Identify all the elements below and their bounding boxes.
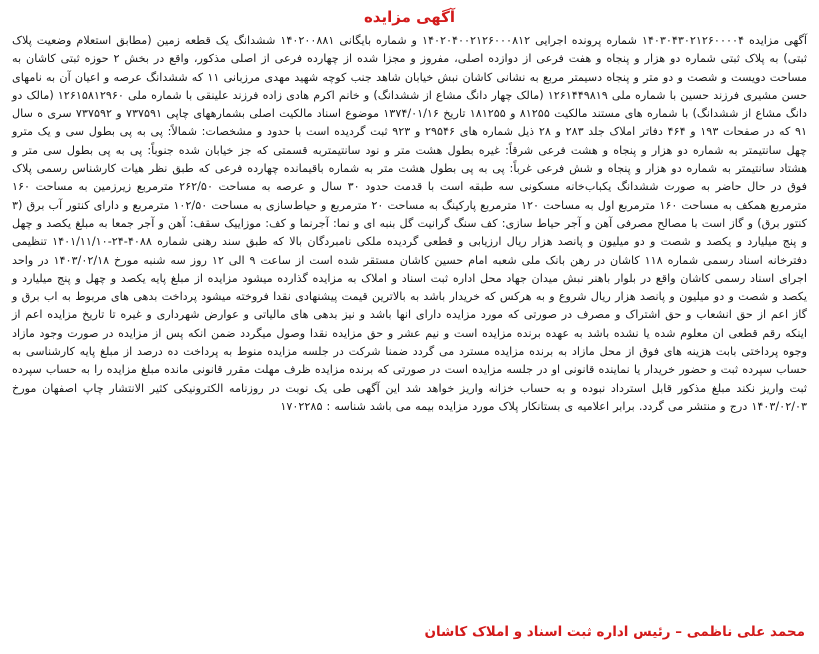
notice-title: آگهی مزایده <box>363 8 456 26</box>
notice-signature: محمد علی ناظمی – رئیس اداره ثبت اسناد و املاک کاشان <box>424 624 805 640</box>
notice-body: آگهی مزایده ۱۴۰۳۰۴۳۰۲۱۲۶۰۰۰۰۴ شماره پرونده اجرایی ۱۴۰۲۰۴۰۰۲۱۲۶۰۰۰۸۱۲ و شماره بایگانی ۱۴۰۲۰۰۸۸۱ ششدانگ یک قطعه زمین (مطابق استعلام وضعیت پلاک ثبتی) به پلاک ثبتی شماره دو هزار و پنجاه و هفت فرعی از دوازده اصلی، مفروز و مجزا شده از چهارده فرعی از اصلی مذکور، واقع در بخش ۲ حوزه ثبتی کاشان به مساحت دویست و شصت و دو متر و پنجاه دسیمتر مربع به نشانی کاشان نبش خیابان شاهد جنب کوچه شهید مهدی مرزبانی ۱۱ که ششدانگ عرصه و اعیان آن به نامهای حسن مشیری فرزند حسین با شماره ملی ۱۲۶۱۴۴۹۸۱۹ (مالک چهار دانگ مشاع از ششدانگ) و خانم اکرم هادی زاده فرزند علینقی با شماره ملی ۱۲۶۱۵۸۱۲۹۶۰ (مالک دو دانگ مشاع از ششدانگ) با شماره های مستند مالکیت ۸۱۲۵۵ و ۱۸۱۲۵۵ تاریخ ۱۳۷۴/۰۱/۱۶ موضوع اسناد مالکیت اصلی بشمارههای چاپی ۷۳۷۵۹۱ و ۷۳۷۵۹۲ سری ه سال ۹۱ که در صفحات ۱۹۳ و ۴۶۴ دفاتر املاک جلد ۲۸۳ و ۲۸ ذیل شماره های ۲۹۵۴۶ و ۹۲۳ ثبت گردیده است با حدود و مشخصات: شمالاً: پی به پی بطول سی و یک مترو چهل سانتیمتر به شماره دو هزار و پنجاه و هشت فرعی شرقاً: غیره بطول هشت متر و نود سانتیمتربه قسمتی که جز خیابان شده جنوباً: پی به پی بطول سی متر و هشتاد سانتیمتر به شماره دو هزار و پنجاه و شش فرعی غرباً: پی به پی بطول هشت متر به شماره باقیمانده چهارده فرعی که طبق نظر هیات کارشناس رسمی پلاک فوق در حال حاضر به صورت ششدانگ یکباب‌خانه مسکونی سه طبقه است با قدمت حدود ۳۰ سال و عرصه به مساحت ۲۶۲/۵۰ مترمربع زیرزمین به مساحت ۱۶۰ مترمربع همکف به مساحت ۱۶۰ مترمربع اول به مساحت ۱۲۰ مترمربع پارکینگ به مساحت ۲۰ مترمربع و حیاط‌سازی به مساحت ۱۰۲/۵۰ مترمربع و دارای کنتور آب برق (۳ کنتور برق) و گاز است با مصالح مصرفی آهن و آجر حیاط سازی: کف سنگ گرانیت گل بنبه ای و نما: آجرنما و کف: موزاییک سقف: آهن و آجر جمعا به مبلغ یکصد و چهل و پنج میلیارد و یکصد و شصت و دو میلیون و پانصد هزار ریال ارزیابی و قطعی گردیده ملکی نامبردگان بالا که طبق سند رهنی شماره ۴۰۸۸-۲۴-۱۴۰۱/۱۱/۱۰ تنظیمی دفترخانه اسناد رسمی شماره ۱۱۸ کاشان در رهن بانک ملی شعبه امام حسین کاشان مستقر شده است از ساعت ۹ الی ۱۲ روز سه شنبه مورخ ۱۴۰۳/۰۲/۱۸ در واحد اجرای اسناد رسمی کاشان واقع در بلوار باهنر نبش میدان جهاد محل اداره ثبت اسناد و املاک به مزایده گذارده میشود مزایده از مبلغ پایه یکصد و چهل و پنج میلیارد و یکصد و شصت و دو میلیون و پانصد هزار ریال شروع و به هرکس که خریدار باشد به بالاترین قیمت پیشنهادی نقدا فروخته میشود پرداخت بدهی های مربوط به اب برق و گاز اعم از حق انشعاب و حق اشتراک و مصرف در صورتی که مورد مزایده دارای انها باشد و نیز بدهی های مالیاتی و عوارض شهرداری و غیره تا تاریخ مزایده اعم از اینکه رقم قطعی ان معلوم شده یا نشده باشد به عهده برنده مزایده است و نیم عشر و حق مزایده نقدا وصول میگردد ضمن انکه پس از مزایده در صورت وجود مازاد وجوه پرداختی بابت هزینه های فوق از محل مازاد به برنده مزایده مسترد می گردد ضمنا شرکت در جلسه مزایده منوط به پرداخت ده درصد از مبلغ پایه کارشناسی به حساب سپرده ثبت و حضور خریدار یا نماینده قانونی او در جلسه مزایده است در صورتی که برنده مزایده ظرف مهلت مقرر قانونی مانده مبلغ مزایده را به حساب سپرده ثبت واریز نکند مبلغ مذکور قابل استرداد نبوده و به حساب خزانه واریز خواهد شد این آگهی طی یک نوبت در روزنامه الکترونیکی کثیر الانتشار چاپ اصفهان مورخ ۱۴۰۳/۰۲/۰۳ درج و منتشر می گردد. برابر اعلامیه ی بستانکار پلاک مورد مزایده بیمه می باشد شناسه : ۱۷۰۲۲۸۵ <box>12 34 808 413</box>
